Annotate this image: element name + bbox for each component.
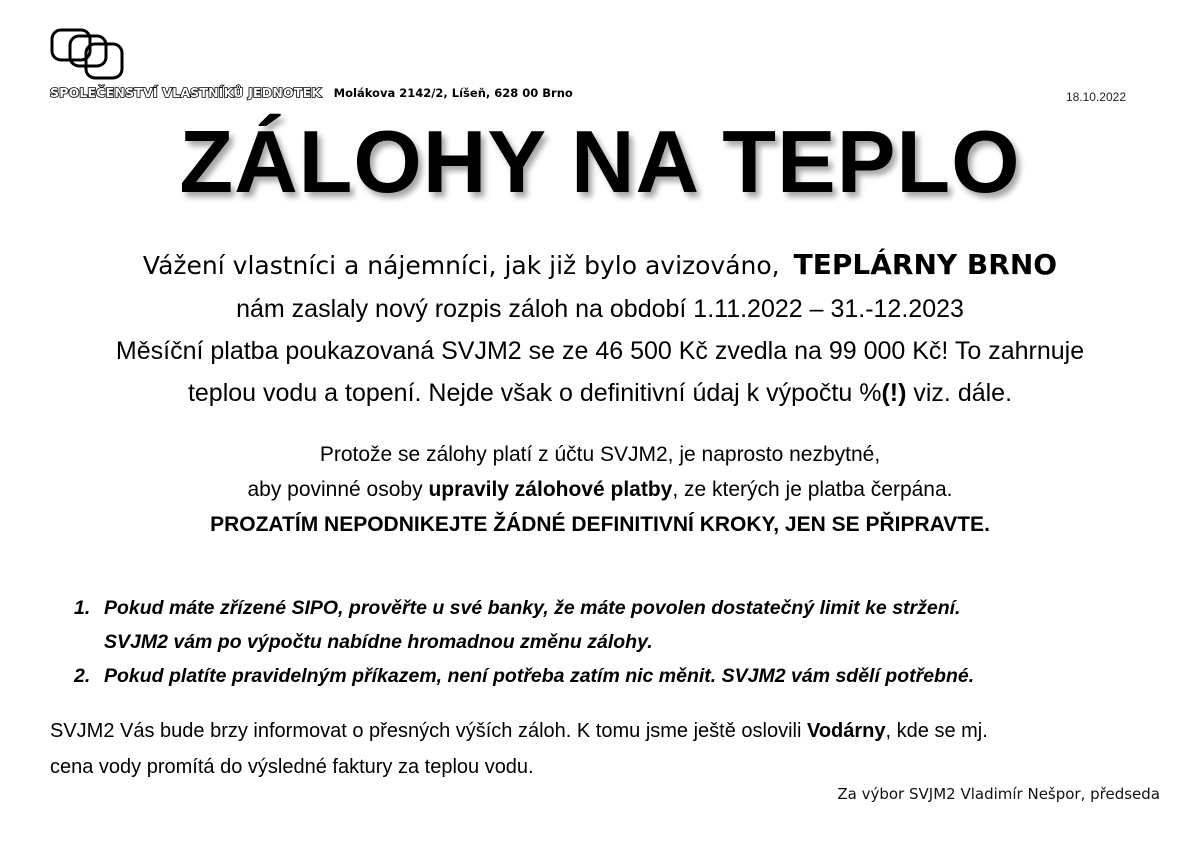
intro-line-3: Měsíční platba poukazovaná SVJM2 se ze 46 500 Kč zvedla na 99 000 Kč! To zahrnuje: [115, 337, 1085, 365]
intro-line-4: [0, 372, 1200, 414]
step-1-line-2: SVJM2 vám po výpočtu nabídne hromadnou změnu zálohy.: [104, 631, 653, 653]
list-item: [74, 659, 1154, 693]
signature: Za výbor SVJM2 Vladimír Nešpor, předseda: [837, 785, 1160, 803]
svj-logo: [50, 28, 126, 82]
letterhead-line: [50, 84, 573, 102]
closing-line-1-end: , kde se mj.: [885, 720, 988, 742]
greeting-text: Vážení vlastníci a nájemníci, jak již bylo avizováno,: [142, 251, 780, 280]
document-title: ZÁLOHY NA TEPLO: [179, 112, 1021, 211]
teplarny-brno-highlight: TEPLÁRNY BRNO: [793, 248, 1058, 281]
exclamation-mark: (!): [881, 379, 907, 407]
step-2-line-1: Pokud platíte pravidelným příkazem, není potřeba zatím nic měnit. SVJM2 vám sdělí potřebné.: [104, 665, 975, 687]
closing-paragraph: [50, 713, 1150, 785]
closing-line-1: [50, 713, 1150, 749]
intro-line-1: [0, 243, 1200, 288]
organization-name: SPOLEČENSTVÍ VLASTNÍKŮ JEDNOTEK: [50, 85, 322, 100]
document-date: 18.10.2022: [1065, 90, 1126, 104]
payment-notice: [0, 437, 1200, 542]
notice-line-1: Protože se zálohy platí z účtu SVJM2, je naprosto nezbytné,: [319, 443, 881, 466]
step-1-line-1: Pokud máte zřízené SIPO, prověřte u své banky, že máte povolen dostatečný limit ke stržení.: [104, 597, 961, 619]
intro-line-4-text: teplou vodu a topení. Nejde však o definitivní údaj k výpočtu %: [187, 379, 882, 407]
notice-line-2-end: , ze kterých je platba čerpána.: [672, 478, 953, 501]
adjust-payments-emphasis: upravily zálohové platby: [428, 478, 673, 501]
intro-line-2: nám zaslaly nový rozpis záloh na období 1.11.2022 – 31.-12.2023: [236, 295, 964, 323]
instruction-list: [74, 591, 1154, 693]
list-number: 1.: [74, 597, 91, 619]
vodarny-emphasis: Vodárny: [806, 720, 886, 742]
closing-line-2: cena vody promítá do výsledné faktury za teplou vodu.: [50, 756, 534, 778]
warning-line: PROZATÍM NEPODNIKEJTE ŽÁDNÉ DEFINITIVNÍ KROKY, JEN SE PŘIPRAVTE.: [210, 513, 990, 536]
letterhead: [50, 28, 1150, 108]
notice-line-2: [0, 472, 1200, 507]
list-item: [74, 591, 1154, 659]
intro-line-4-end: viz. dále.: [906, 379, 1013, 407]
closing-line-1-start: SVJM2 Vás bude brzy informovat o přesných výších záloh. K tomu jsme ještě oslovili: [50, 720, 807, 742]
organization-address: Molákova 2142/2, Líšeň, 628 00 Brno: [333, 86, 573, 100]
list-number: 2.: [74, 665, 91, 687]
intro-paragraph: [0, 243, 1200, 414]
notice-line-2-start: aby povinné osoby: [247, 478, 429, 501]
